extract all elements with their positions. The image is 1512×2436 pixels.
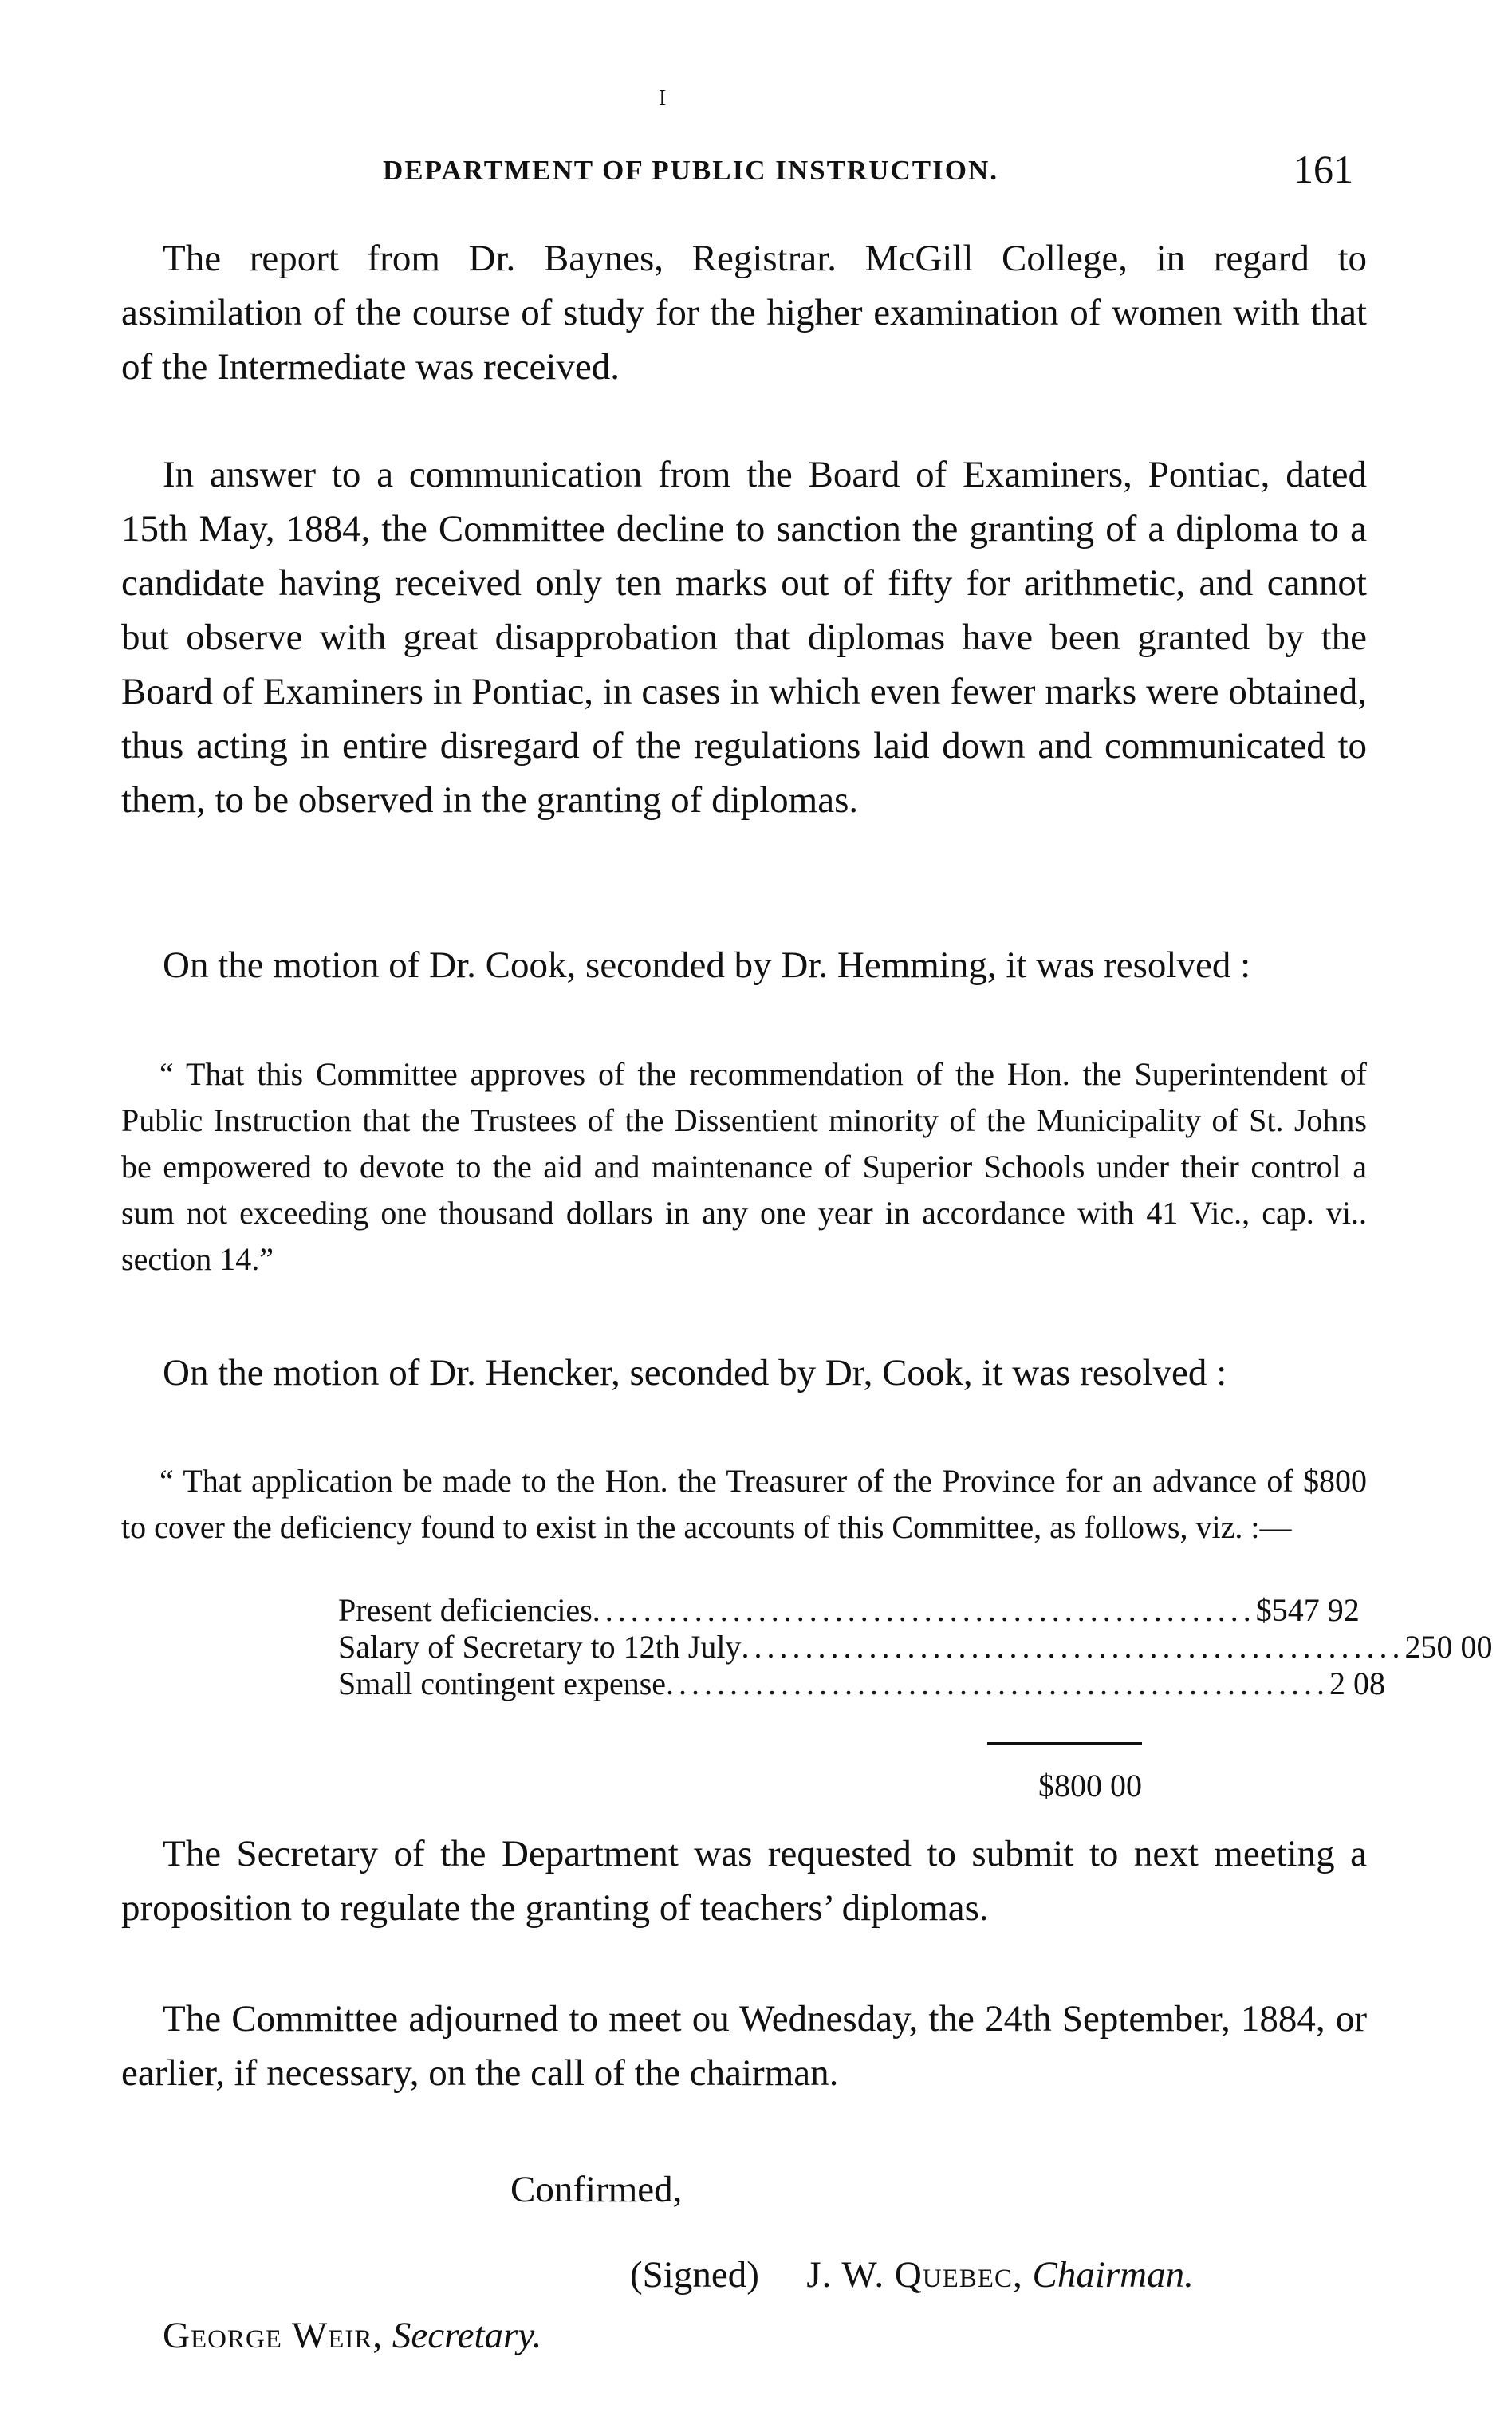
confirmed-line: Confirmed, [510,2169,683,2210]
secretary-title: Secretary. [392,2315,542,2356]
ledger-amount: $547 92 [1255,1592,1360,1628]
secretary-name: George Weir, [163,2315,384,2356]
chairman-signature [630,2251,1194,2299]
ledger-sum-rule [987,1742,1142,1745]
ledger-label: Salary of Secretary to 12th July [338,1629,742,1665]
chairman-name: J. W. Quebec, [806,2254,1023,2296]
paragraph-pontiac-board: In answer to a communication from the Board of Examiners, Pontiac, dated 15th May, 1884, the Committee decline to sanction the granting of a diploma to a candidate having received only ten marks out of fifty for arithmetic, and cannot but observe with great disapprobation that diplomas have been granted by the Board of Examiners in Pontiac, in cases in which even fewer marks were obtained, thus acting in entire disregard of the regulations laid down and communicated to them, to be observed in the granting of diplomas. [121,454,1367,821]
resolution-quote-st-johns: “ That this Committee approves of the recommendation of the Hon. the Superintendent of Public Instruction that the Trustees of the Dissentient minority of the Municipality of St. Johns be empowered to devote to the aid and maintenance of Superior Schools under their control a sum not exceeding one thousand dollars in any one year in accordance with 41 Vic., cap. vi.. section 14.” [121,1056,1367,1277]
ledger-label: Small contingent expense [338,1665,667,1701]
signed-label: (Signed) [630,2254,759,2296]
running-title: DEPARTMENT OF PUBLIC INSTRUCTION. [383,155,998,186]
ledger-row: Small contingent expense .................................................... 2 08 [338,1665,1386,1701]
deficiency-ledger [338,1592,1493,1702]
ledger-amount: 250 00 [1404,1629,1493,1665]
page-number: 161 [1293,147,1353,191]
ledger-total: $800 00 [1038,1768,1142,1803]
ledger-label: Present deficiencies [338,1592,593,1628]
paragraph-adjournment: The Committee adjourned to meet ou Wednesday, the 24th September, 1884, or earlier, if necessary, on the call of the chairman. [121,1998,1367,2094]
secretary-signature [163,2312,541,2359]
paragraph-secretary-request: The Secretary of the Department was requested to submit to next meeting a proposition to regulate the granting of teachers’ diplomas. [121,1833,1367,1929]
top-mark: I [659,86,667,111]
resolution-quote-treasurer: “ That application be made to the Hon. the Treasurer of the Province for an advance of $800 to cover the deficiency found to exist in the accounts of this Committee, as follows, viz. :— [121,1463,1367,1545]
paragraph-motion-cook: On the motion of Dr. Cook, seconded by Dr. Hemming, it was resolved : [163,944,1251,986]
chairman-title: Chairman. [1032,2254,1194,2296]
paragraph-baynes-report: The report from Dr. Baynes, Registrar. McGill College, in regard to assimilation of the course of study for the higher examination of women with that of the Intermediate was received. [121,238,1367,388]
ledger-row: Present deficiencies .................................................... $547 92 [338,1592,1360,1628]
ledger-row: Salary of Secretary to 12th July .................................................... 250 00 [338,1629,1493,1665]
ledger-amount: 2 08 [1329,1665,1386,1701]
paragraph-motion-hencker: On the motion of Dr. Hencker, seconded by Dr, Cook, it was resolved : [163,1352,1227,1393]
